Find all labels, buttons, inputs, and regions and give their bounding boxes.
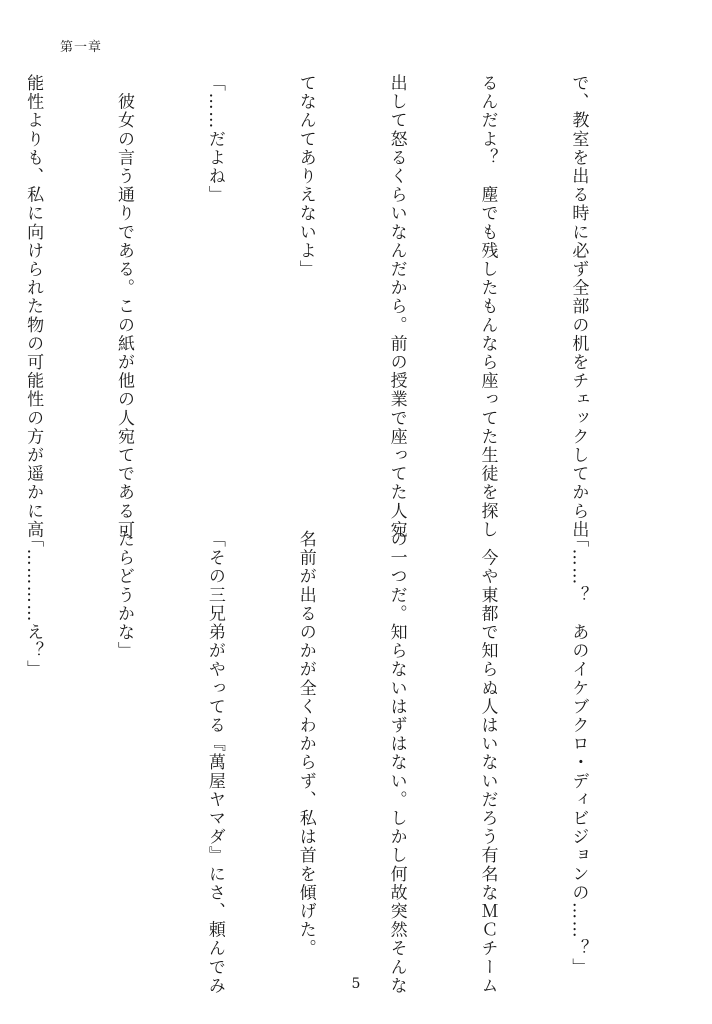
text-line: 出して怒るくらいなんだから。前の授業で座ってた人宛: [386, 74, 407, 539]
text-line: 「その三兄弟がやってる『萬屋ヤマダ』にさ、頼んでみ: [204, 530, 225, 995]
text-line: で、教室を出る時に必ず全部の机をチェックしてから出: [568, 74, 589, 539]
text-line: 彼女の言う通りである。この紙が他の人宛てである可: [113, 74, 134, 539]
upper-text-block: [23, 74, 654, 539]
text-line: 「……？ あのイケブクロ・ディビジョンの……？」: [568, 530, 589, 977]
text-line: たらどうかな」: [113, 530, 134, 661]
text-line: てなんてありえないよ」: [295, 74, 316, 279]
text-line: 能性よりも、私に向けられた物の可能性の方が遥かに高: [23, 74, 44, 539]
text-line: の一つだ。知らないはずはない。しかし何故突然そんな: [386, 530, 407, 995]
lower-text-block: [23, 530, 654, 995]
text-line: 今や東都で知らぬ人はいないだろう有名なＭＣチーム: [477, 530, 498, 995]
text-line: 「…………え？」: [23, 530, 44, 679]
text-line: るんだよ？ 塵でも残したもんなら座ってた生徒を探し: [477, 74, 498, 539]
page-number: 5: [351, 976, 361, 992]
text-line: 「……だよね」: [204, 74, 225, 205]
text-line: 名前が出るのかが全くわからず、私は首を傾げた。: [295, 530, 316, 958]
chapter-header: 第一章: [60, 40, 103, 55]
